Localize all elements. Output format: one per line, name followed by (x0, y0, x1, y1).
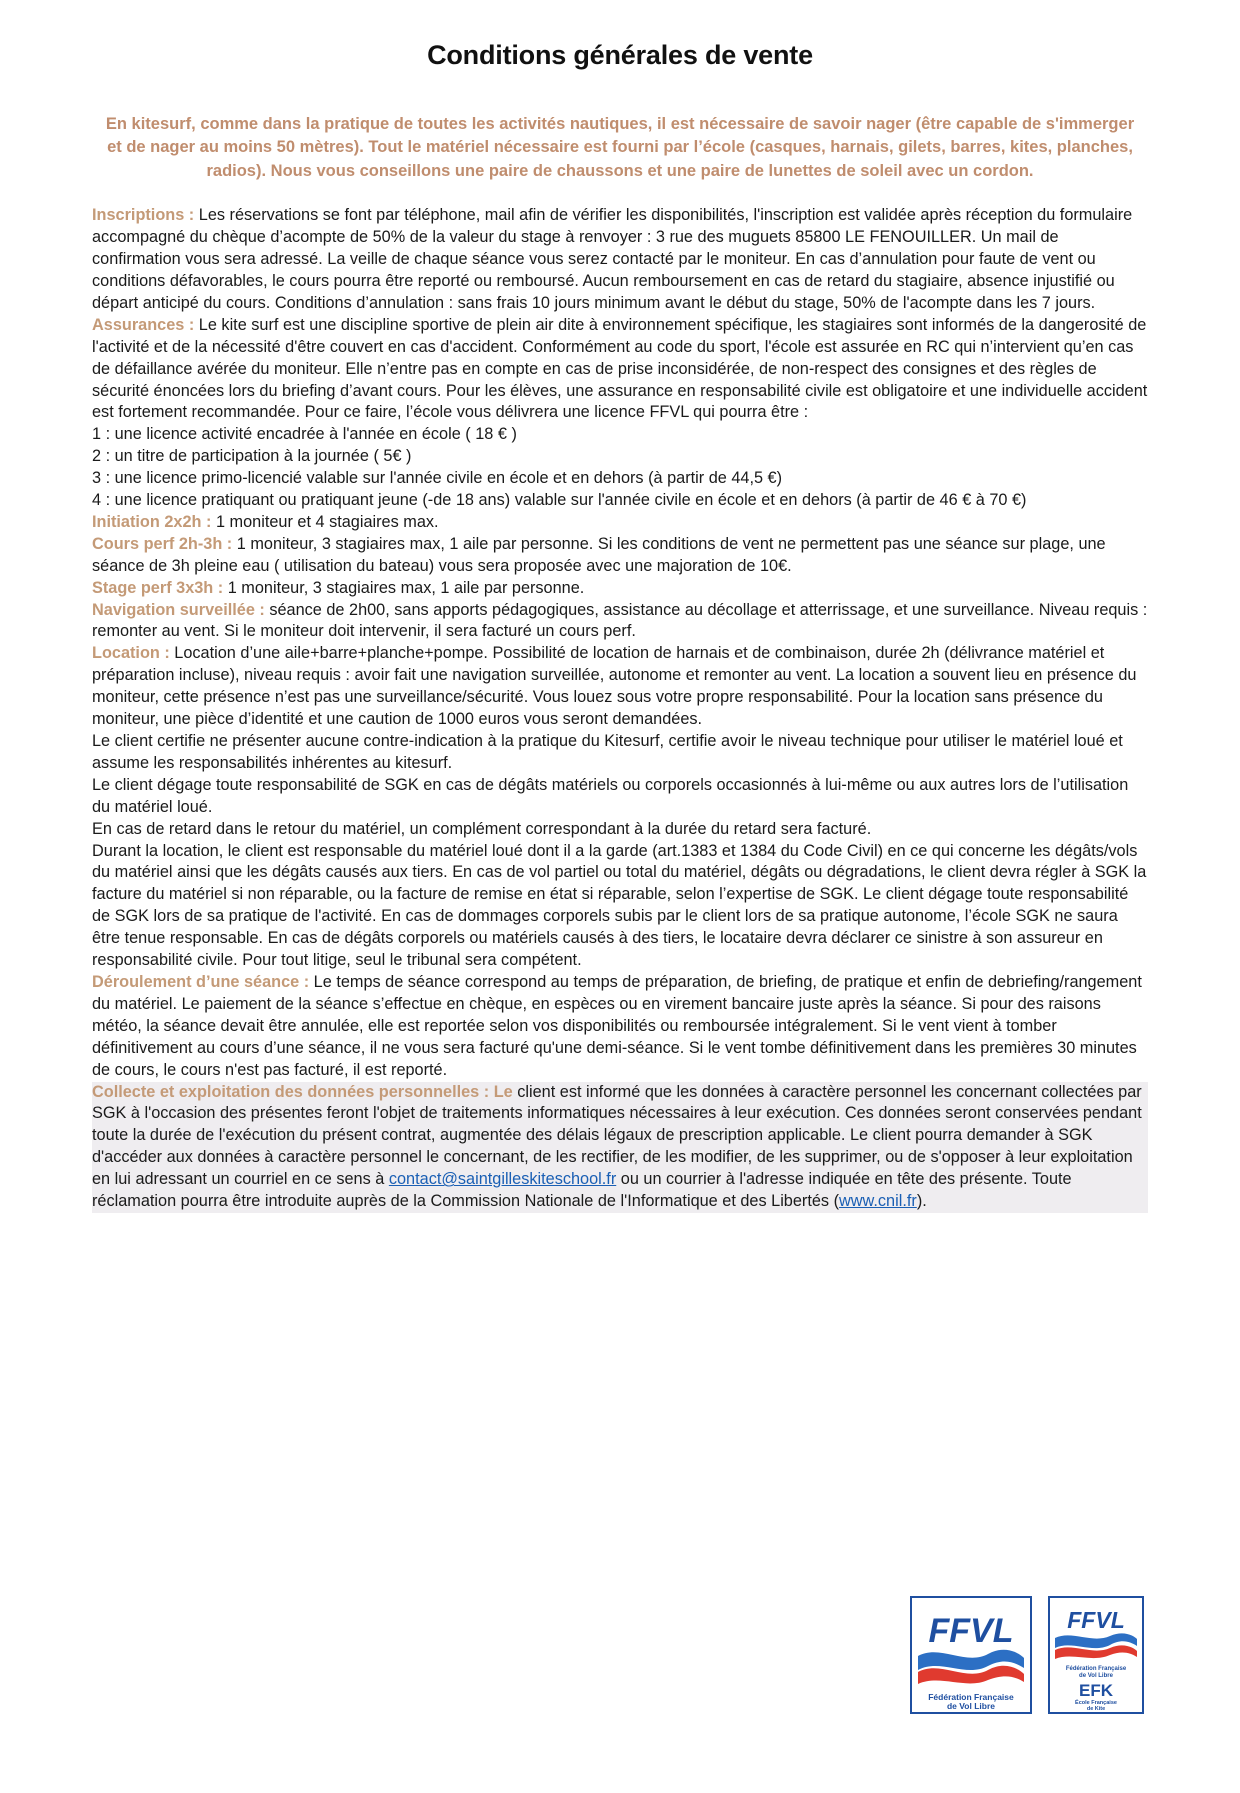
section-cours-perf-lead: Cours perf 2h-3h : (92, 534, 233, 553)
svg-text:de Vol Libre: de Vol Libre (1079, 1673, 1113, 1679)
section-inscriptions-text: Les réservations se font par téléphone, mail afin de vérifier les disponibilités, l'inscription est validée après réception du formulaire accompagné du chèque d’acompte de 50% de la valeur du stage à renvoyer : 3 rue des muguets 85800 LE FENOUILLER. Un mail de confirmation vous sera adressé. La veille de chaque séance vous serez contacté par le moniteur. En cas d’annulation pour faute de vent ou conditions défavorables, le cours pourra être reporté ou remboursé. Aucun remboursement en cas de retard du stagiaire, absence injustifié ou départ anticipé du cours. Conditions d’annulation : sans frais 10 jours minimum avant le début du stage, 50% de l'acompte dans les 7 jours. (92, 206, 1133, 312)
footer-spacer (92, 1213, 1148, 1363)
section-navigation-text: séance de 2h00, sans apports pédagogiques, assistance au décollage et atterrissage, et une surveillance. Niveau requis : remonter au vent. Si le moniteur doit intervenir, il sera facturé un cours perf. (92, 600, 1148, 641)
licence-item: 3 : une licence primo-licencié valable sur l'année civile en école et en dehors (à partir de 44,5 €) (92, 469, 783, 488)
efk-logo-icon (1048, 1596, 1144, 1714)
document-body (92, 205, 1148, 1363)
section-initiation-lead: Initiation 2x2h : (92, 512, 212, 531)
svg-text:de Kite: de Kite (1086, 1706, 1106, 1712)
clause-paragraph: En cas de retard dans le retour du matériel, un complément correspondant à la durée du retard sera facturé. (92, 819, 872, 838)
logo-group (910, 1596, 1144, 1719)
section-donnees-text-3: ). (916, 1192, 927, 1211)
intro-notice: En kitesurf, comme dans la pratique de toutes les activités nautiques, il est nécessaire de savoir nager (être capable de s'immerger et de nager au moins 50 mètres). Tout le matériel nécessaire est fourni par l’école (casques, harnais, gilets, barres, kites, planches, radios). Nous vous conseillons une paire de chaussons et une paire de lunettes de soleil avec un cordon. (105, 115, 1135, 180)
section-inscriptions-lead: Inscriptions : (92, 206, 195, 225)
document-page (0, 40, 1240, 1793)
section-stage-perf-text: 1 moniteur, 3 stagiaires max, 1 aile par personne. (223, 578, 585, 597)
section-initiation (92, 512, 1148, 534)
section-donnees-text-2: ou un courrier à l'adresse indiquée en tête des présente. Toute réclamation pourra être introduite auprès de la Commission Nationale de l'Informatique et des Libertés ( (92, 1170, 1072, 1211)
clause-paragraph: Le client certifie ne présenter aucune contre-indication à la pratique du Kitesurf, certifie avoir le niveau technique pour utiliser le matériel loué et assume les responsabilités inhérentes au kitesurf. (92, 732, 1123, 772)
ffvl-logo-icon (910, 1596, 1032, 1714)
section-stage-perf (92, 578, 1148, 600)
section-assurances-text: Le kite surf est une discipline sportive de plein air dite à environnement spécifique, les stagiaires sont informés de la dangerosité de l'activité et de la nécessité d'être couvert en cas d'accident. Conformément au code du sport, l'école est assurée en RC qui n’intervient qu’en cas de défaillance avérée du moniteur. Elle n’entre pas en compte en cas de prise inconsidérée, de non-respect des consignes et des règles de sécurité énoncées lors du briefing d’avant cours. Pour les élèves, une assurance en responsabilité civile est obligatoire et une individuelle accident est fortement recommandée. Pour ce faire, l’école vous délivrera une licence FFVL qui pourra être : (92, 315, 1148, 422)
section-deroulement (92, 972, 1148, 1082)
svg-text:de Vol Libre: de Vol Libre (946, 1701, 996, 1711)
clause-paragraph: Le client dégage toute responsabilité de SGK en cas de dégâts matériels ou corporels occasionnés à lui-même ou aux autres lors de l’utilisation du matériel loué. (92, 775, 1129, 816)
section-assurances-lead: Assurances : (92, 315, 195, 334)
svg-text:EFK: EFK (1079, 1681, 1113, 1700)
svg-text:Fédération Française: Fédération Française (1065, 1666, 1127, 1672)
section-inscriptions (92, 205, 1148, 315)
section-location-lead: Location : (92, 644, 170, 663)
svg-text:FFVL: FFVL (1067, 1607, 1125, 1633)
section-cours-perf (92, 534, 1148, 578)
svg-text:FFVL: FFVL (928, 1612, 1014, 1650)
section-navigation (92, 600, 1148, 644)
section-assurances (92, 315, 1148, 425)
page-title: Conditions générales de vente (427, 40, 813, 70)
section-donnees-personnelles (92, 1082, 1148, 1213)
licence-item: 2 : un titre de participation à la journée ( 5€ ) (92, 447, 412, 466)
section-location (92, 643, 1148, 731)
section-donnees-lead: Collecte et exploitation des données personnelles : Le (92, 1082, 513, 1101)
section-donnees-text-1: client est informé que les données à caractère personnel les concernant collectées par SGK à l'occasion des présentes feront l'objet de traitements informatiques nécessaires à leur exécution. Ces données seront conservées pendant toute la durée de l'exécution du présent contrat, augmentée des délais légaux de prescription applicable. Le client pourra demander à SGK d'accéder aux données à caractère personnel le concernant, de les rectifier, de les modifier, de les supprimer, ou de s'opposer à leur exploitation en lui adressant un courriel en ce sens à (92, 1082, 1142, 1189)
section-initiation-text: 1 moniteur et 4 stagiaires max. (211, 512, 439, 531)
cnil-website-link[interactable]: www.cnil.fr (839, 1192, 917, 1211)
svg-text:École Française: École Française (1075, 1700, 1117, 1706)
ffvl-efk-logo (1048, 1596, 1144, 1719)
svg-text:Fédération Française: Fédération Française (928, 1692, 1014, 1702)
licence-item: 4 : une licence pratiquant ou pratiquant jeune (-de 18 ans) valable sur l'année civile en école et en dehors (à partir de 46 € à 70 €) (92, 491, 1027, 510)
contact-email-link[interactable]: contact@saintgilleskiteschool.fr (388, 1170, 617, 1189)
section-stage-perf-lead: Stage perf 3x3h : (92, 578, 224, 597)
section-deroulement-lead: Déroulement d’une séance : (92, 972, 310, 991)
section-cours-perf-text: 1 moniteur, 3 stagiaires max, 1 aile par personne. Si les conditions de vent ne permettent pas une séance sur plage, une séance de 3h pleine eau ( utilisation du bateau) vous sera proposée avec une majoration de 10€. (92, 534, 1106, 575)
clause-paragraph: Durant la location, le client est responsable du matériel loué dont il a la garde (art.1383 et 1384 du Code Civil) en ce qui concerne les dégâts/vols du matériel ainsi que les dégâts causés aux tiers. En cas de vol partiel ou total du matériel, dégâts ou dégradations, le client devra régler à SGK la facture du matériel si non réparable, ou la facture de remise en état si réparable, selon l’expertise de SGK. Le client dégage toute responsabilité de SGK lors de sa pratique de l'activité. En cas de dommages corporels subis par le client lors de sa pratique autonome, l’école SGK ne saura être tenue responsable. En cas de dégâts corporels ou matériels causés à des tiers, le locataire devra déclarer ce sinistre à son assureur en responsabilité civile. Pour tout litige, seul le tribunal sera compétent. (92, 841, 1147, 970)
section-deroulement-text: Le temps de séance correspond au temps de préparation, de briefing, de pratique et enfin de debriefing/rangement du matériel. Le paiement de la séance s’effectue en chèque, en espèces ou en virement bancaire juste après la séance. Si pour des raisons météo, la séance devait être annulée, elle est reportée selon vos disponibilités ou remboursée intégralement. Si le vent vient à tomber définitivement au cours d’une séance, il ne vous sera facturé qu'une demi-séance. Si le vent tombe définitivement dans les premières 30 minutes de cours, le cours n'est pas facturé, il est reporté. (92, 972, 1142, 1079)
ffvl-logo-primary (910, 1596, 1032, 1719)
licence-item: 1 : une licence activité encadrée à l'année en école ( 18 € ) (92, 425, 517, 444)
section-navigation-lead: Navigation surveillée : (92, 600, 265, 619)
section-location-text: Location d’une aile+barre+planche+pompe. Possibilité de location de harnais et de combinaison, durée 2h (délivrance matériel et préparation incluse), niveau requis : avoir fait une navigation surveillée, autonome et remonter au vent. La location a souvent lieu en présence du moniteur, cette présence n’est pas une surveillance/sécurité. Vous louez sous votre propre responsabilité. Pour la location sans présence du moniteur, une pièce d’identité et une caution de 1000 euros vous seront demandées. (92, 644, 1137, 729)
